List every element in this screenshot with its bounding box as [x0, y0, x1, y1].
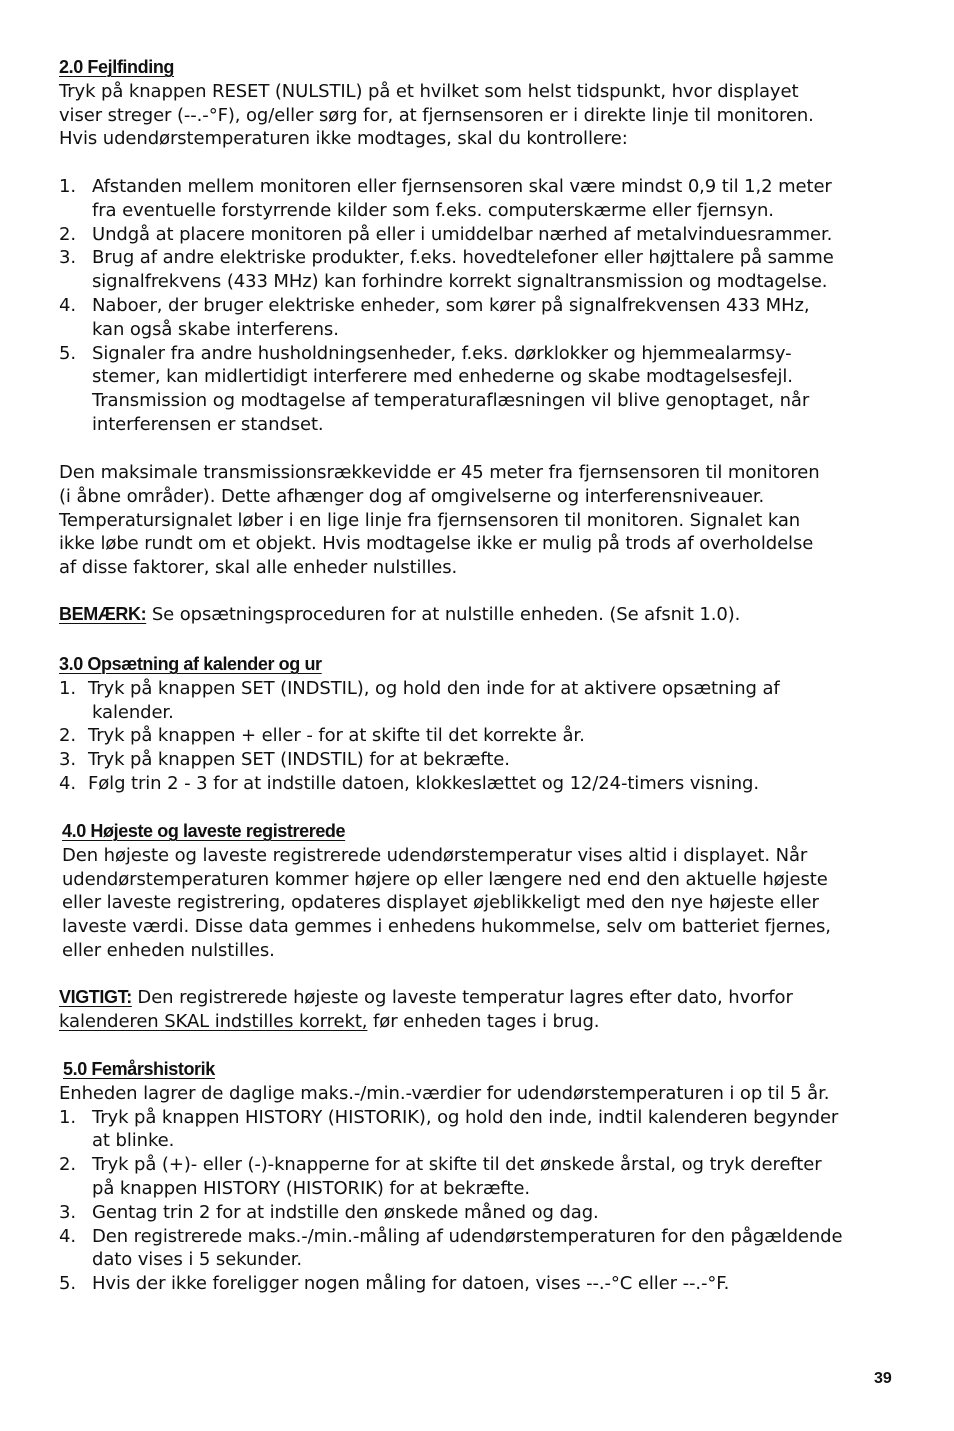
text-line: Tryk på knappen RESET (NULSTIL) på et hvilket som helst tidspunkt, hvor displayet [59, 80, 799, 102]
list-item [59, 1106, 899, 1154]
list-number: 1. [59, 1106, 76, 1128]
list-item [59, 677, 899, 725]
text-line: Den højeste og laveste registrerede udendørstemperatur vises altid i displayet. Når [62, 844, 808, 866]
text-line: kan også skabe interferens. [92, 318, 339, 340]
list-item [59, 1201, 899, 1225]
important-paragraph [59, 986, 899, 1034]
list-item [59, 724, 899, 748]
text-line: Tryk på (+)- eller (-)-knapperne for at skifte til det ønskede årstal, og tryk derefter [92, 1154, 822, 1176]
important-label: VIGTIGT: [59, 987, 132, 1007]
text-line: Transmission og modtagelse af temperaturaflæsningen vil blive genoptaget, når [92, 390, 810, 412]
list-number: 5. [59, 342, 76, 364]
text-line: Tryk på knappen SET (INDSTIL), og hold den inde for at aktivere opsætning af [88, 677, 780, 699]
list-number: 3. [59, 247, 76, 269]
text-line: Tryk på knappen HISTORY (HISTORIK), og hold den inde, indtil kalenderen begynder [92, 1106, 839, 1128]
list-number: 2. [59, 725, 76, 747]
list-item [59, 246, 899, 294]
text-line: kalender. [92, 701, 174, 723]
section-heading: 2.0 Fejlfinding [59, 57, 175, 77]
text-line: viser streger (--.-°F), og/eller sørg for, at fjernsensoren er i direkte linje til monitoren. [59, 104, 814, 126]
note-label: BEMÆRK: [59, 604, 147, 624]
text-line: eller laveste registrering, opdateres displayet øjeblikkeligt med den nye højeste eller [62, 892, 819, 914]
text-line: Den maksimale transmissionsrækkevidde er 45 meter fra fjernsensoren til monitoren [59, 462, 820, 483]
important-tail: før enheden tages i brug. [367, 1010, 600, 1032]
list-item [59, 175, 899, 223]
list-number: 3. [59, 749, 76, 771]
list-number: 4. [59, 1225, 76, 1247]
text-line: Signaler fra andre husholdningsenheder, f.eks. dørklokker og hjemmealarmsy- [92, 342, 792, 364]
section-heading: 5.0 Femårshistorik [63, 1059, 215, 1079]
text-line: stemer, kan midlertidigt interferere med enhederne og skabe modtagelsesfejl. [92, 366, 793, 388]
section-five-year-history [59, 1058, 899, 1296]
text-line: at blinke. [92, 1130, 175, 1152]
text-line: Den registrerede maks.-/min.-måling af udendørstemperaturen for den pågældende [92, 1225, 843, 1247]
list-item [59, 223, 899, 247]
list-number: 1. [59, 176, 76, 197]
intro-paragraph [59, 80, 899, 151]
section-heading: 3.0 Opsætning af kalender og ur [59, 654, 322, 674]
underlined-emphasis: kalenderen SKAL indstilles korrekt, [59, 1010, 368, 1032]
list-number: 1. [59, 677, 76, 699]
text-line: dato vises i 5 sekunder. [92, 1249, 303, 1271]
list-item [59, 1272, 899, 1296]
page-number: 39 [874, 1370, 892, 1387]
note-paragraph [59, 603, 899, 627]
text-line: ikke løbe rundt om et objekt. Hvis modtagelse ikke er mulig på trods af overholdelse [59, 533, 814, 555]
list-number: 2. [59, 1154, 76, 1176]
text-line: Tryk på knappen + eller - for at skifte til det korrekte år. [88, 725, 585, 747]
list-item [59, 342, 899, 437]
text-line: Naboer, der bruger elektriske enheder, som kører på signalfrekvensen 433 MHz, [92, 294, 810, 316]
text-line: Hvis der ikke foreligger nogen måling for datoen, vises --.-°C eller --.-°F. [92, 1273, 730, 1295]
history-intro: Enheden lagrer de daglige maks.-/min.-værdier for udendørstemperaturen i op til 5 år. [59, 1082, 830, 1104]
list-number: 3. [59, 1201, 76, 1223]
text-line: af disse faktorer, skal alle enheder nulstilles. [59, 557, 458, 579]
text-line [59, 1010, 899, 1034]
list-number: 4. [59, 772, 76, 794]
text-line: (i åbne områder). Dette afhænger dog af omgivelserne og interferensniveauer. [59, 485, 765, 507]
section-high-low [62, 820, 902, 963]
text-line: signalfrekvens (433 MHz) kan forhindre korrekt signaltransmission og modtagelse. [92, 271, 828, 293]
list-number: 2. [59, 223, 76, 245]
troubleshooting-list [59, 175, 899, 437]
text-line: laveste værdi. Disse data gemmes i enhedens hukommelse, selv om batteriet fjernes, [62, 916, 831, 938]
text-line: Gentag trin 2 for at indstille den ønskede måned og dag. [92, 1201, 599, 1223]
text-line: Temperatursignalet løber i en lige linje fra fjernsensoren til monitoren. Signalet kan [59, 509, 801, 531]
list-item [59, 294, 899, 342]
text-line [59, 986, 899, 1010]
text-line: interferensen er standset. [92, 413, 324, 435]
list-number: 5. [59, 1273, 76, 1295]
list-number: 4. [59, 294, 76, 316]
section-heading: 4.0 Højeste og laveste registrerede [62, 821, 346, 841]
list-item [59, 1153, 899, 1201]
text-line: på knappen HISTORY (HISTORIK) for at bekræfte. [92, 1177, 530, 1199]
list-item [59, 1225, 899, 1273]
section-calendar-setup [59, 653, 899, 796]
text-line: Tryk på knappen SET (INDSTIL) for at bekræfte. [88, 749, 510, 771]
text-line: Brug af andre elektriske produkter, f.eks. hovedtelefoner eller højttalere på samme [92, 247, 834, 269]
list-item [59, 748, 899, 772]
range-paragraph [59, 461, 899, 580]
text-line: Undgå at placere monitoren på eller i umiddelbar nærhed af metalvinduesrammer. [92, 223, 833, 245]
text-line: Følg trin 2 - 3 for at indstille datoen, klokkeslættet og 12/24-timers visning. [88, 772, 760, 794]
high-low-paragraph [62, 844, 902, 963]
section-troubleshooting [59, 56, 899, 151]
text-line: Afstanden mellem monitoren eller fjernsensoren skal være mindst 0,9 til 1,2 meter [92, 176, 832, 197]
important-text: Den registrerede højeste og laveste temperatur lagres efter dato, hvorfor [131, 987, 793, 1008]
note-text: Se opsætningsproceduren for at nulstille enheden. (Se afsnit 1.0). [146, 604, 741, 625]
text-line: udendørstemperaturen kommer højere op eller længere ned end den aktuelle højeste [62, 868, 828, 890]
text-line: fra eventuelle forstyrrende kilder som f.eks. computerskærme eller fjernsyn. [92, 199, 774, 221]
text-line: Hvis udendørstemperaturen ikke modtages, skal du kontrollere: [59, 128, 628, 150]
list-item [59, 772, 899, 796]
text-line: eller enheden nulstilles. [62, 939, 275, 961]
